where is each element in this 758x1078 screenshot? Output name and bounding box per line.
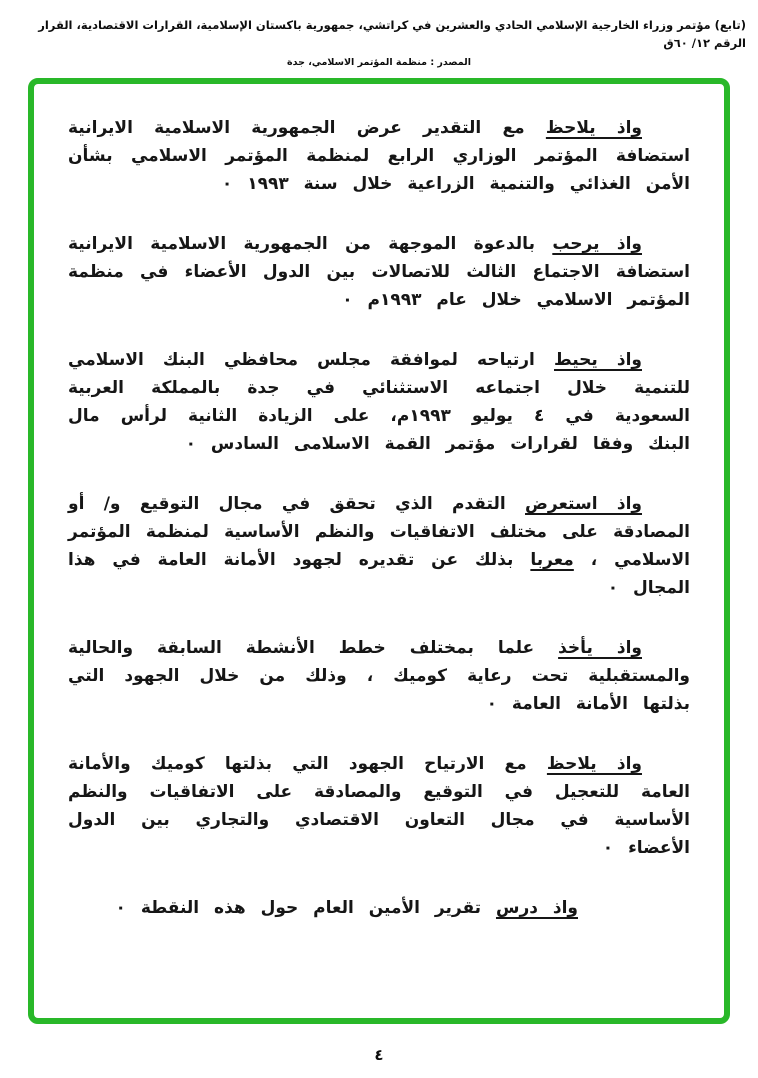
- page-footer: [0, 1046, 758, 1064]
- paragraph: [68, 894, 690, 922]
- header-line-2: المصدر : منظمة المؤتمر الاسلامي، جدة: [287, 56, 471, 68]
- header-line-1: (تابع) مؤتمر وزراء الخارجية الإسلامي الحادي والعشرين في كراتشي، جمهورية باكستان الإسلامية، القرارات الاقتصادية، القرار الرقم ١٢/ ٦٠ق: [38, 18, 746, 51]
- paragraph-lead: واذ استعرض: [525, 493, 642, 514]
- paragraph-lead: واذ يرحب: [552, 233, 642, 254]
- paragraph-text: تقرير الأمين العام حول هذه النقطة ٠: [115, 897, 496, 918]
- paragraph-lead: واذ يلاحظ: [545, 117, 642, 138]
- paragraph-lead: واذ يلاحظ: [546, 753, 642, 774]
- page-number: ٤: [374, 1046, 384, 1064]
- paragraph: [68, 114, 690, 198]
- paragraph: [68, 750, 690, 862]
- paragraph: [68, 490, 690, 602]
- paragraph: [68, 346, 690, 458]
- paragraph-lead: واذ يأخذ: [558, 637, 642, 658]
- paragraph: [68, 230, 690, 314]
- paragraph: [68, 634, 690, 718]
- paragraph-text: بالدعوة الموجهة من الجمهورية الاسلامية الايرانية استضافة الاجتماع الثالث للاتصالات بين الدول الأعضاء في منظمة المؤتمر الاسلامي خلال عام ١٩٩٣م ٠: [68, 233, 690, 310]
- paragraph-text: التقدم الذي تحقق في مجال التوقيع و/ أو المصادقة على مختلف الاتفاقيات والنظم الأساسية لمنظمة المؤتمر الاسلامي ،: [68, 493, 690, 570]
- paragraph-text: علما بمختلف خطط الأنشطة السابقة والحالية والمستقبلية تحت رعاية كوميك ، وذلك من خلال الجهود التي بذلتها الأمانة العامة ٠: [68, 637, 690, 714]
- document-frame: [28, 78, 730, 1024]
- paragraph-text: مع التقدير عرض الجمهورية الاسلامية الايرانية استضافة المؤتمر الوزاري الرابع لمنظمة المؤتمر الاسلامي بشأن الأمن الغذائي والتنمية الزراعية خلال سنة ١٩٩٣ ٠: [68, 117, 690, 194]
- paragraph-underlined-word: معربا: [530, 549, 574, 570]
- document-header: [0, 0, 758, 68]
- paragraph-lead: واذ يحيط: [554, 349, 642, 370]
- paragraph-text: مع الارتياح الجهود التي بذلتها كوميك والأمانة العامة للتعجيل في التوقيع والمصادقة على الاتفاقيات والنظم الأساسية في مجال التعاون الاقتصادي والتجاري بين الدول الأعضاء ٠: [68, 753, 690, 858]
- paragraph-lead: واذ درس: [495, 897, 578, 918]
- paragraph-text: بذلك عن تقديره لجهود الأمانة العامة في هذا المجال ٠: [68, 549, 690, 598]
- paragraph-text: ارتياحه لموافقة مجلس محافظي البنك الاسلامي للتنمية خلال اجتماعه الاستثنائي في جدة بالمملكة العربية السعودية في ٤ يوليو ١٩٩٣م، على الزيادة الثانية لرأس مال البنك وفقا لقرارات مؤتمر القمة الاسلامى السادس ٠: [68, 349, 690, 454]
